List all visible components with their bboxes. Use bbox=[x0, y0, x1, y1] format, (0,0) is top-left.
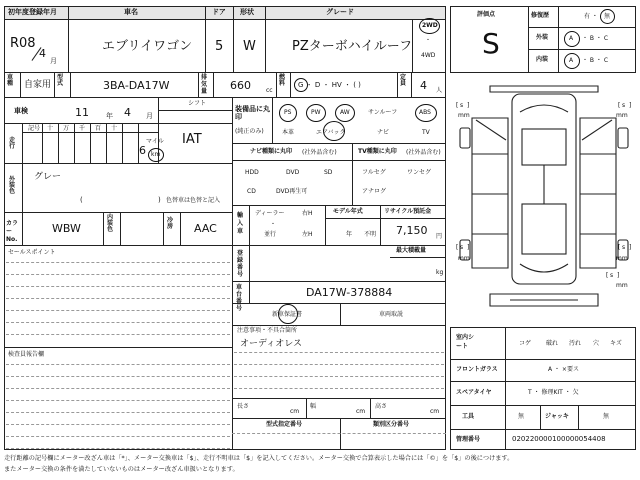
width-label: 幅 bbox=[310, 403, 317, 410]
drive-dot: ・ bbox=[425, 37, 432, 44]
exterior-a: A bbox=[569, 35, 574, 42]
mm-rr: mm bbox=[616, 255, 628, 262]
drive-4wd: 4WD bbox=[421, 52, 436, 59]
import-parallel: 並行 bbox=[264, 231, 277, 238]
sales-point-label: セールスポイント bbox=[8, 249, 56, 256]
bracket-rr-open: [ bbox=[618, 244, 621, 251]
displacement-label: 排気量 bbox=[201, 74, 208, 95]
digit-4: 百 bbox=[95, 125, 102, 132]
max-load-unit: kg bbox=[436, 269, 444, 276]
shape-value: W bbox=[243, 39, 256, 54]
ruled-line bbox=[6, 364, 230, 365]
new-car-warranty: 新車保証書 bbox=[272, 311, 303, 318]
digit-1: 十 bbox=[47, 125, 54, 132]
reg-year-label: 初年度登録年月 bbox=[8, 8, 57, 16]
ruled-line bbox=[6, 388, 230, 389]
max-load-label: 最大積載量 bbox=[396, 247, 427, 254]
bracket-spare-close: ] bbox=[617, 272, 620, 279]
footer-note-2: またメーター交換の条件を満たしていないものはメーター改ざん車扱いとなります。 bbox=[4, 466, 239, 473]
tv-type-title: TV種類に丸印 bbox=[358, 148, 397, 155]
color-value: グレー bbox=[34, 172, 62, 182]
spare-tire-label: スペアタイヤ bbox=[456, 389, 492, 396]
reg-year-value: R08 bbox=[10, 36, 36, 51]
import-dot: ・ bbox=[270, 221, 277, 228]
mm-rl: mm bbox=[458, 255, 470, 262]
mm-fr: mm bbox=[616, 112, 628, 119]
mm-spare: mm bbox=[616, 282, 628, 289]
ruled-line bbox=[6, 448, 230, 449]
inspector-memo-label: 検査員報告欄 bbox=[8, 351, 45, 358]
repair-options: 有 ・ bbox=[584, 13, 598, 20]
sheet-hole: 穴 bbox=[593, 340, 600, 347]
digit-5: 十 bbox=[111, 125, 118, 132]
model-value: 3BA-DA17W bbox=[103, 79, 170, 92]
recycle-value: 7,150 bbox=[396, 224, 428, 237]
sheet-tear: 破れ bbox=[546, 340, 559, 347]
capacity-unit: 人 bbox=[436, 87, 443, 94]
equip-sunroof: サンルーフ bbox=[368, 109, 398, 116]
bracket-spare-open: [ bbox=[606, 272, 609, 279]
car-left-side bbox=[472, 118, 508, 268]
width-unit: cm bbox=[356, 408, 366, 415]
chassis-value: DA17W-378884 bbox=[306, 286, 393, 299]
bracket-fl-close: ] bbox=[467, 102, 470, 109]
exterior-rest: ・ B ・ C bbox=[582, 35, 609, 42]
mileage-value: 6 bbox=[139, 144, 146, 157]
ruled-line bbox=[6, 322, 230, 323]
sheet-scratch: キズ bbox=[610, 340, 622, 347]
color-note: 色替車は色替と記入 bbox=[166, 197, 221, 204]
ruled-line bbox=[6, 400, 230, 401]
import-label: 輸入車 bbox=[237, 212, 244, 235]
nav-cd: CD bbox=[247, 188, 256, 195]
mgmt-label: 管理番号 bbox=[456, 436, 481, 443]
reg-month-value: 4 bbox=[39, 47, 46, 60]
equip-ps: PS bbox=[284, 109, 292, 116]
car-right-side bbox=[580, 118, 616, 268]
tire-fr: s bbox=[622, 102, 626, 109]
ruled-line bbox=[6, 310, 230, 311]
bracket-rl-close: ] bbox=[467, 244, 470, 251]
equip-abs: ABS bbox=[419, 109, 431, 116]
recycle-label: リサイクル預託金 bbox=[384, 208, 432, 215]
repair-label: 修復歴 bbox=[531, 12, 550, 19]
vehicle-manual: 車両取説 bbox=[379, 311, 404, 318]
bracket-fr-close: ] bbox=[629, 102, 632, 109]
inspection-month-unit: 月 bbox=[146, 112, 153, 120]
model-year-label: モデル年式 bbox=[333, 208, 363, 215]
digit-2: 万 bbox=[63, 125, 70, 132]
ac-label: 冷房 bbox=[167, 217, 174, 230]
equipment-subtitle: (純正のみ) bbox=[235, 128, 264, 135]
tire-rr: s bbox=[622, 244, 626, 251]
ruled-line bbox=[234, 352, 444, 353]
car-name-value: エブリイワゴン bbox=[102, 39, 193, 54]
displacement-value: 660 bbox=[230, 79, 251, 92]
car-body-diagram bbox=[450, 84, 636, 324]
mile-label: マイル bbox=[146, 138, 164, 145]
inspection-year: 11 bbox=[75, 106, 89, 119]
nav-sd: SD bbox=[324, 169, 333, 176]
ruled-line bbox=[6, 376, 230, 377]
mgmt-value: 020220000100000054408 bbox=[512, 435, 606, 443]
score-value: S bbox=[482, 27, 500, 60]
chassis-label: 車台番号 bbox=[236, 284, 243, 312]
equipment-title: 装備品に丸印 bbox=[235, 105, 270, 121]
front-glass-label: フロントガラス bbox=[456, 366, 498, 373]
drive-2wd: 2WD bbox=[422, 22, 438, 29]
car-class-value: 自家用 bbox=[24, 80, 52, 90]
tv-fullseg: フルセグ bbox=[362, 169, 386, 176]
km-label: km bbox=[151, 151, 161, 158]
import-right-hand: 右H bbox=[302, 210, 313, 217]
equip-aw: AW bbox=[340, 109, 350, 116]
equip-navi: ナビ bbox=[377, 129, 390, 136]
shift-label: シフト bbox=[188, 100, 207, 107]
ruled-line bbox=[6, 412, 230, 413]
grade-label: グレード bbox=[326, 8, 354, 16]
jack-label: ジャッキ bbox=[545, 413, 569, 420]
spare-tire-value: T ・ 修理KIT ・ 欠 bbox=[528, 389, 579, 396]
fuel-label: 燃料 bbox=[279, 74, 286, 87]
model-label: 型式 bbox=[57, 74, 64, 87]
ruled-line bbox=[6, 334, 230, 335]
interior-color-label: 内装色 bbox=[107, 214, 114, 233]
inspection-month: 4 bbox=[124, 106, 131, 119]
bracket-rr-close: ] bbox=[629, 244, 632, 251]
length-label: 長さ bbox=[237, 403, 250, 410]
color-label: 外装色 bbox=[9, 176, 16, 195]
interior-rest: ・ B ・ C bbox=[582, 57, 609, 64]
notes-title: 注意事項・不具合箇所 bbox=[237, 327, 298, 334]
grade-value: PZターボハイルーフ bbox=[292, 39, 413, 54]
shape-label: 形状 bbox=[240, 8, 254, 16]
height-unit: cm bbox=[430, 408, 440, 415]
ruled-line bbox=[234, 376, 444, 377]
type-designation-label: 型式指定番号 bbox=[266, 421, 303, 428]
doors-label: ドア bbox=[212, 8, 226, 16]
model-year-value: 不明 bbox=[364, 231, 377, 238]
mm-fl: mm bbox=[458, 112, 470, 119]
tools-label: 工具 bbox=[462, 413, 475, 420]
sheet-stain: 汚れ bbox=[569, 340, 582, 347]
tools-value: 無 bbox=[518, 413, 525, 420]
ruled-line bbox=[6, 274, 230, 275]
ruled-line bbox=[6, 424, 230, 425]
exterior-label: 外装 bbox=[536, 34, 549, 41]
height-label: 高さ bbox=[375, 403, 388, 410]
equip-leather: 本革 bbox=[282, 129, 295, 136]
nav-type-sub: (社外品含む) bbox=[302, 149, 337, 156]
ac-value: AAC bbox=[194, 222, 217, 235]
capacity-label: 定員 bbox=[400, 74, 407, 87]
interior-a: A bbox=[569, 57, 574, 64]
ruled-line bbox=[234, 364, 444, 365]
tire-fl: s bbox=[460, 102, 464, 109]
ruled-line bbox=[6, 262, 230, 263]
inspection-year-unit: 年 bbox=[106, 112, 113, 120]
nav-dvd: DVD bbox=[286, 169, 300, 176]
equip-airbag: エアバック bbox=[316, 129, 346, 136]
reg-number-label: 登録番号 bbox=[237, 250, 244, 278]
tv-type-sub: (社外品含む) bbox=[406, 149, 441, 156]
tire-rl: s bbox=[460, 244, 464, 251]
interior-label: 内装 bbox=[536, 56, 549, 63]
model-year-year: 年 bbox=[346, 231, 353, 238]
bracket-rl-open: [ bbox=[456, 244, 459, 251]
front-glass-value: A ・ ×要ス bbox=[548, 366, 579, 373]
tv-analog: アナログ bbox=[362, 188, 387, 195]
digit-3: 千 bbox=[79, 125, 86, 132]
footer-note-1: 走行距離の記号欄にメーター改ざん車は「*」、メーター交換車は「$」、走行不明車は「$」を記入してください。メーター交換で合算表示した場合には「©」を「$」の後につけます。 bbox=[4, 455, 514, 462]
color-no-label: カラーNo. bbox=[6, 220, 19, 243]
nav-hdd: HDD bbox=[245, 169, 259, 176]
color-paren-open: ( bbox=[80, 196, 83, 204]
equip-tv: TV bbox=[422, 129, 430, 136]
score-label: 評価点 bbox=[477, 11, 496, 18]
reg-month-unit: 月 bbox=[50, 57, 57, 65]
fuel-options: G ・ D ・ HV ・ ( ) bbox=[298, 81, 361, 89]
jack-value: 無 bbox=[603, 413, 610, 420]
interior-sheet-label: 室内シート bbox=[456, 334, 475, 350]
mileage-sign-label: 記号 bbox=[28, 125, 41, 132]
recycle-unit: 円 bbox=[436, 233, 443, 240]
car-name-label: 車名 bbox=[124, 8, 138, 16]
tire-spare: s bbox=[610, 272, 614, 279]
bracket-fr-open: [ bbox=[618, 102, 621, 109]
length-unit: cm bbox=[290, 408, 300, 415]
repair-none: 無 bbox=[604, 13, 611, 20]
displacement-unit: cc bbox=[266, 87, 273, 94]
inspection-label: 車検 bbox=[14, 107, 28, 115]
sheet-burn: コゲ bbox=[519, 340, 532, 347]
tv-oneseg: ワンセグ bbox=[407, 169, 432, 176]
bracket-fl-open: [ bbox=[456, 102, 459, 109]
equip-pw: PW bbox=[311, 109, 321, 116]
ruled-line bbox=[234, 388, 444, 389]
import-dealer: ディーラー bbox=[255, 210, 285, 217]
color-no-value: WBW bbox=[52, 222, 81, 235]
color-paren-close: ) bbox=[158, 196, 161, 204]
mileage-label: 走行 bbox=[9, 137, 16, 150]
nav-dvd-play: DVD再生可 bbox=[276, 188, 308, 195]
car-class-label: 車種 bbox=[7, 74, 14, 87]
import-left-hand: 左H bbox=[302, 231, 313, 238]
notes-text: オーディオレス bbox=[240, 339, 303, 349]
ruled-line bbox=[6, 298, 230, 299]
nav-type-title: ナビ種類に丸印 bbox=[250, 148, 293, 155]
ruled-line bbox=[6, 286, 230, 287]
class-number-label: 類別区分番号 bbox=[373, 421, 410, 428]
ruled-line bbox=[6, 436, 230, 437]
capacity-value: 4 bbox=[420, 79, 427, 92]
shift-value: IAT bbox=[182, 132, 202, 147]
doors-value: 5 bbox=[215, 39, 224, 54]
